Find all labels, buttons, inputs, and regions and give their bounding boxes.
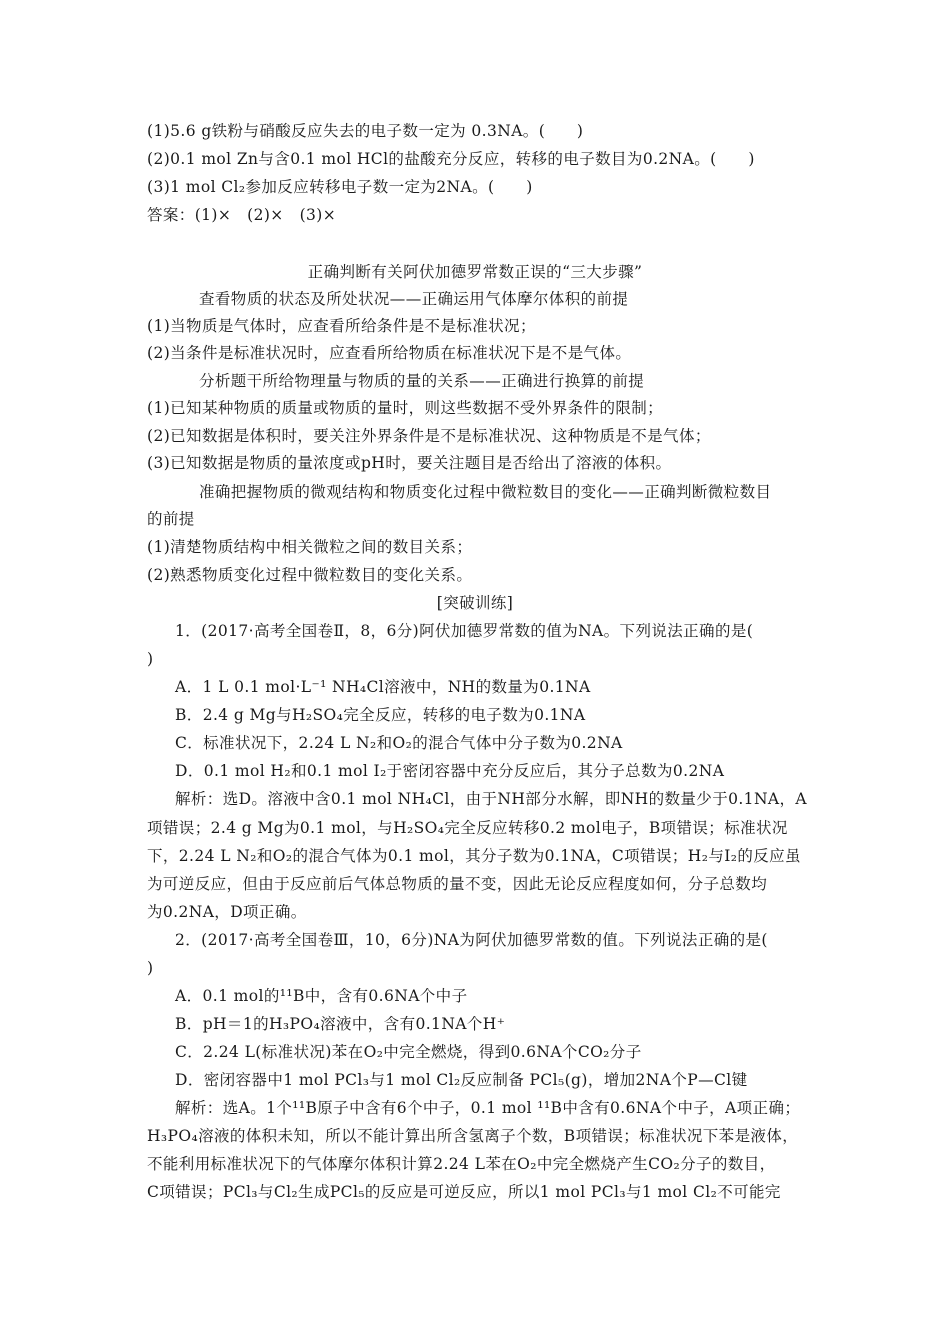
question-1-analysis-3: 下，2.24 L N₂和O₂的混合气体为0.1 mol，其分子数为0.1NA，C项错误；H₂与I₂的反应虽: [147, 847, 801, 865]
step-heading-3: 准确把握物质的微观结构和物质变化过程中微粒数目的变化——正确判断微粒数目: [199, 483, 772, 501]
answer-line: 答案：(1)× (2)× (3)×: [147, 206, 337, 224]
question-1-option-b: B．2.4 g Mg与H₂SO₄完全反应，转移的电子数为0.1NA: [175, 706, 586, 724]
step-heading-1: 查看物质的状态及所处状况——正确运用气体摩尔体积的前提: [199, 290, 629, 308]
question-1-option-d: D．0.1 mol H₂和0.1 mol I₂于密闭容器中充分反应后，其分子总数为0.2NA: [175, 762, 725, 780]
step-3-item-1: (1)清楚物质结构中相关微粒之间的数目关系；: [147, 538, 473, 556]
exercise-item-3: (3)1 mol Cl₂参加反应转移电子数一定为2NA。( ): [147, 178, 533, 196]
question-2-option-c: C．2.24 L(标准状况)苯在O₂中完全燃烧，得到0.6NA个CO₂分子: [175, 1043, 642, 1061]
step-1-item-1: (1)当物质是气体时，应查看所给条件是不是标准状况；: [147, 317, 536, 335]
question-1-stem-cont: ): [147, 650, 154, 668]
exercise-item-2: (2)0.1 mol Zn与含0.1 mol HCl的盐酸充分反应，转移的电子数目为0.2NA。( ): [147, 150, 755, 168]
exercise-item-1: (1)5.6 g铁粉与硝酸反应失去的电子数一定为 0.3NA。( ): [147, 122, 584, 140]
question-2-analysis: 解析：选A。1个¹¹B原子中含有6个中子，0.1 mol ¹¹B中含有0.6NA个中子，A项正确；: [175, 1099, 801, 1117]
step-2-item-3: (3)已知数据是物质的量浓度或pH时，要关注题目是否给出了溶液的体积。: [147, 454, 672, 472]
question-2-analysis-4: C项错误；PCl₃与Cl₂生成PCl₅的反应是可逆反应，所以1 mol PCl₃与1 mol Cl₂不可能完: [147, 1183, 781, 1201]
step-2-item-2: (2)已知数据是体积时，要关注外界条件是不是标准状况、这种物质是不是气体；: [147, 427, 711, 445]
question-2-analysis-2: H₃PO₄溶液的体积未知，所以不能计算出所含氢离子个数，B项错误；标准状况下苯是液体，: [147, 1127, 799, 1145]
step-heading-3-cont: 的前提: [147, 510, 195, 528]
step-2-item-1: (1)已知某种物质的质量或物质的量时，则这些数据不受外界条件的限制；: [147, 399, 664, 417]
question-1-stem: 1．(2017·高考全国卷Ⅱ，8，6分)阿伏加德罗常数的值为NA。下列说法正确的是(: [175, 622, 754, 640]
question-1-option-c: C．标准状况下，2.24 L N₂和O₂的混合气体中分子数为0.2NA: [175, 734, 623, 752]
step-heading-2: 分析题干所给物理量与物质的量的关系——正确进行换算的前提: [199, 372, 645, 390]
question-1-analysis-2: 项错误；2.4 g Mg为0.1 mol，与H₂SO₄完全反应转移0.2 mol电子，B项错误；标准状况: [147, 819, 788, 837]
question-1-analysis-5: 为0.2NA，D项正确。: [147, 903, 307, 921]
step-1-item-2: (2)当条件是标准状况时，应查看所给物质在标准状况下是不是气体。: [147, 344, 632, 362]
question-1-analysis: 解析：选D。溶液中含0.1 mol NH₄Cl，由于NH部分水解，即NH的数量少于0.1NA，A: [175, 790, 807, 808]
question-2-option-b: B．pH＝1的H₃PO₄溶液中，含有0.1NA个H⁺: [175, 1015, 506, 1033]
question-1-analysis-4: 为可逆反应，但由于反应前后气体总物质的量不变，因此无论反应程度如何，分子总数均: [147, 875, 768, 893]
question-2-stem-cont: ): [147, 959, 154, 977]
question-2-option-a: A．0.1 mol的¹¹B中，含有0.6NA个中子: [175, 987, 468, 1005]
step-3-item-2: (2)熟悉物质变化过程中微粒数目的变化关系。: [147, 566, 473, 584]
section-title: 正确判断有关阿伏加德罗常数正误的“三大步骤”: [307, 263, 643, 281]
question-1-option-a: A．1 L 0.1 mol·L⁻¹ NH₄Cl溶液中，NH的数量为0.1NA: [175, 678, 591, 696]
question-2-stem: 2．(2017·高考全国卷Ⅲ，10，6分)NA为阿伏加德罗常数的值。下列说法正确的是(: [175, 931, 768, 949]
question-2-analysis-3: 不能利用标准状况下的气体摩尔体积计算2.24 L苯在O₂中完全燃烧产生CO₂分子的数目，: [147, 1155, 776, 1173]
question-2-option-d: D．密闭容器中1 mol PCl₃与1 mol Cl₂反应制备 PCl₅(g)，增加2NA个P—Cl键: [175, 1071, 748, 1089]
training-title: [突破训练]: [436, 594, 514, 612]
